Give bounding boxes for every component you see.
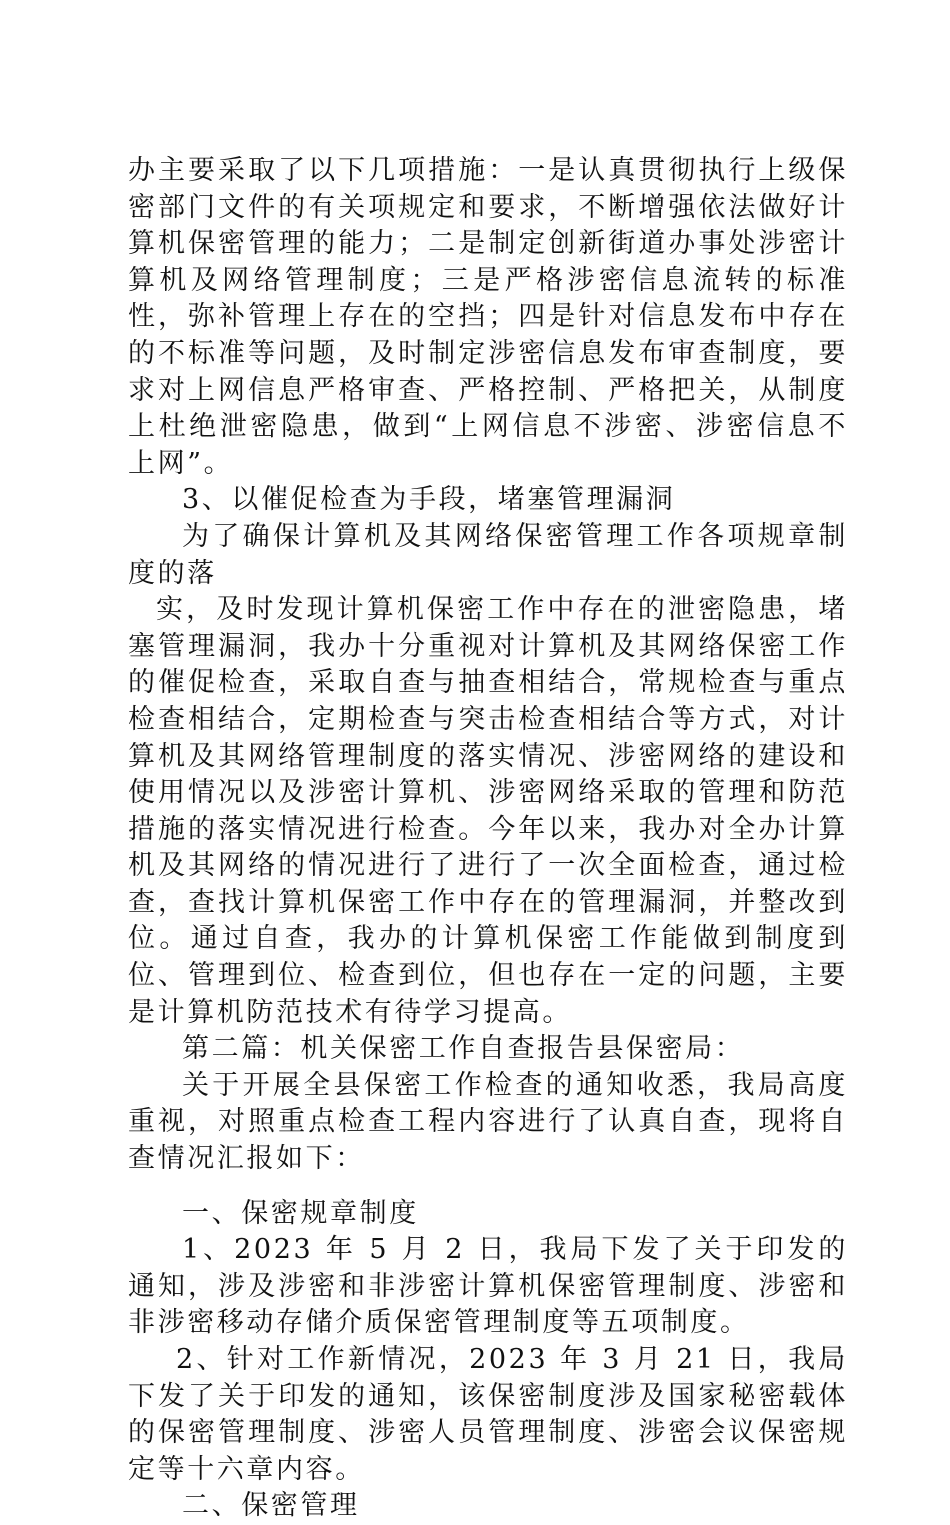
- heading-management: 二、保密管理: [182, 1490, 360, 1522]
- paragraph-inspection-intro: 为了确保计算机及其网络保密管理工作各项规章制度的落: [128, 520, 848, 589]
- paragraph-inspection-body: 实，及时发现计算机保密工作中存在的泄密隐患，堵塞管理漏洞，我办十分重视对计算机及其网络保密工作的催促检查，采取自查与抽查相结合，常规检查与重点检查相结合，定期检查与突击检查相结合等方式，对计算机及其网络管理制度的落实情况、涉密网络的建设和使用情况以及涉密计算机、涉密网络采取的管理和防范措施的落实情况进行检查。今年以来，我办对全办计算机及其网络的情况进行了进行了一次全面检查，通过检查，查找计算机保密工作中存在的管理漏洞，并整改到位。通过自查，我办的计算机保密工作能做到制度到位、管理到位、检查到位，但也存在一定的问题，主要是计算机防范技术有待学习提高。: [128, 594, 848, 1028]
- heading-inspection: 3、以催促检查为手段，堵塞管理漏洞: [182, 484, 676, 516]
- paragraph-notice-received: 关于开展全县保密工作检查的通知收悉，我局高度重视，对照重点检查工程内容进行了认真自查，现将自查情况汇报如下：: [128, 1069, 848, 1175]
- paragraph-rules-item-2: 2、针对工作新情况，2023 年 3 月 21 日，我局下发了关于印发的通知，该保密制度涉及国家秘密载体的保密管理制度、涉密人员管理制度、涉密会议保密规定等十六章内容。: [128, 1344, 848, 1485]
- paragraph-measures: 办主要采取了以下几项措施：一是认真贯彻执行上级保密部门文件的有关项规定和要求，不断增强依法做好计算机保密管理的能力；二是制定创新街道办事处涉密计算机及网络管理制度；三是严格涉密信息流转的标准性，弥补管理上存在的空挡；四是针对信息发布中存在的不标准等问题，及时制定涉密信息发布审查制度，要求对上网信息严格审查、严格控制、严格把关，从制度上杜绝泄密隐患，做到“上网信息不涉密、涉密信息不上网”。: [128, 155, 848, 479]
- heading-rules: 一、保密规章制度: [182, 1197, 419, 1229]
- paragraph-rules-item-1: 1、2023 年 5 月 2 日，我局下发了关于印发的通知，涉及涉密和非涉密计算机保密管理制度、涉密和非涉密移动存储介质保密管理制度等五项制度。: [128, 1234, 848, 1339]
- heading-second-article: 第二篇：机关保密工作自查报告县保密局：: [182, 1033, 745, 1065]
- document-body: [128, 153, 848, 1525]
